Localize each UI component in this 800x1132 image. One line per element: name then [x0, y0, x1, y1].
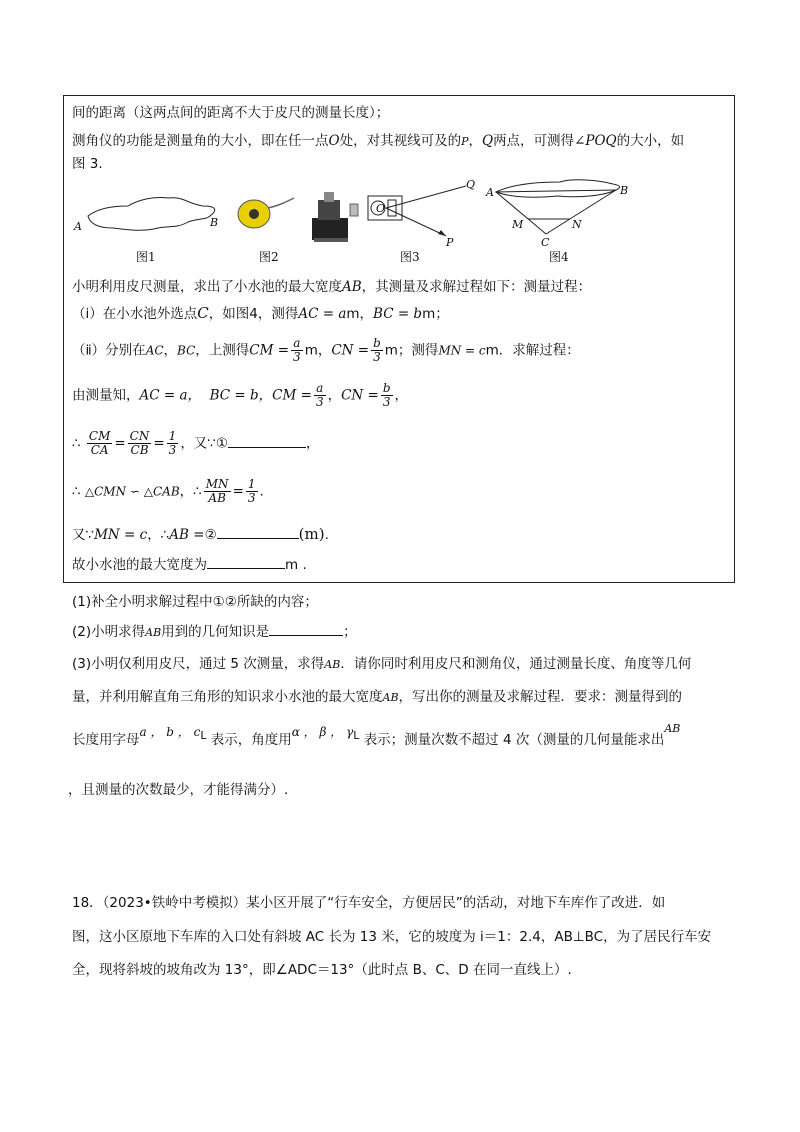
equation: AC = a， — [139, 387, 202, 404]
angle-instrument-image — [312, 192, 358, 242]
label-n: N — [572, 218, 582, 231]
text-line: 图 3. — [72, 156, 103, 172]
text-line — [72, 302, 449, 322]
fraction: $\frac{b}{3}$ — [373, 336, 381, 364]
label-o: O — [376, 202, 386, 215]
text: 测角仪的功能是测量角的大小，即在任一点 — [72, 133, 329, 149]
text: . — [324, 527, 329, 543]
angles: α ， β ， γ — [291, 725, 354, 739]
caption-fig3: 图3 — [400, 250, 420, 264]
equation: BC = b — [373, 306, 423, 322]
text-line — [72, 382, 408, 409]
equation: CN = — [331, 342, 370, 359]
label-p: P — [446, 236, 454, 249]
text-line — [72, 129, 684, 149]
var: AB — [382, 691, 399, 704]
equation: MN = c — [94, 527, 148, 543]
text: 表示；测量次数不超过 4 次（测量的几何量能求出 — [363, 732, 665, 748]
text: 又∵ — [72, 527, 95, 543]
question-3-line4: ，且测量的次数最少，才能得满分）. — [68, 782, 289, 798]
label-m: M — [512, 218, 524, 231]
fraction: $\frac{a}{3}$ — [293, 336, 301, 364]
angle: ∠POQ — [574, 133, 617, 149]
text: ， — [327, 387, 342, 404]
text: 长度用字母 — [72, 732, 140, 748]
var: C — [197, 304, 209, 322]
equation: CN = — [341, 387, 379, 404]
question-18-line2: 图，这小区原地下车库的入口处有斜坡 AC 长为 13 米，它的坡度为 i＝1：2.4，AB⊥BC，为了居民行车安 — [72, 929, 712, 945]
fraction: $\frac{CN}{CB}$ — [129, 429, 150, 457]
equation: CM = — [272, 387, 312, 404]
text: (2)小明求得 — [72, 624, 146, 640]
text: 由测量知， — [72, 387, 140, 404]
fraction: $\frac{MN}{AB}$ — [205, 477, 229, 505]
fraction: $\frac{CM}{CA}$ — [88, 429, 111, 457]
text-line: 间的距离（这两点间的距离不大于皮尺的测量长度）； — [72, 105, 390, 121]
vars: a ， b ， c — [139, 725, 201, 739]
text: ， — [306, 435, 320, 452]
label-b4: B — [620, 184, 629, 197]
var: O — [328, 133, 340, 149]
question-18-line3: 全，现将斜坡的坡角改为 13°，即∠ADC＝13°（此时点 B、C、D 在同一直线上）. — [72, 962, 572, 978]
text: . — [259, 483, 264, 500]
text: （ⅱ）分别在 — [72, 342, 146, 359]
text-line — [72, 553, 307, 573]
label-q: Q — [466, 178, 476, 191]
text: ， — [163, 342, 178, 359]
blank-3[interactable] — [207, 556, 285, 569]
caption-fig1: 图1 — [136, 250, 156, 264]
text: 故小水池的最大宽度为 — [72, 557, 207, 573]
text: ，写出你的测量及求解过程．要求：测量得到的 — [398, 689, 683, 705]
text: （ⅰ）在小水池外选点 — [72, 306, 198, 322]
var: AB — [145, 626, 162, 639]
similarity: △CMN ∽ △CAB — [84, 484, 180, 499]
fraction: $\frac{1}{3}$ — [168, 429, 177, 457]
text: m . — [285, 557, 307, 573]
text: ∴ — [72, 435, 81, 452]
text: 量，并利用解直角三角形的知识求小水池的最大宽度 — [72, 689, 383, 705]
text: 表示，角度用 — [210, 732, 292, 748]
tape-measure-image — [238, 198, 294, 228]
text: m；测得 — [384, 342, 439, 359]
label-a4: A — [486, 186, 494, 199]
var: AB — [664, 722, 681, 735]
text: 用到的几何知识是 — [161, 624, 270, 640]
fraction: $\frac{b}{3}$ — [382, 381, 391, 409]
caption-fig4: 图4 — [549, 250, 569, 264]
label-a: A — [74, 220, 82, 233]
text-line — [72, 337, 580, 364]
question-3-line1 — [72, 652, 691, 672]
var: AB — [324, 658, 341, 671]
text-line — [72, 430, 320, 457]
text: ② — [204, 527, 217, 543]
text-line — [72, 275, 591, 295]
text: = — [232, 483, 244, 500]
text: ， — [468, 133, 482, 149]
text: 的大小，如 — [616, 133, 685, 149]
var: P — [461, 135, 469, 148]
equation: BC = b， — [209, 387, 273, 404]
equation: AB = — [169, 527, 205, 543]
question-1: (1)补全小明求解过程中①②所缺的内容； — [72, 594, 318, 610]
blank-q2[interactable] — [269, 623, 343, 636]
equation: AC = a — [298, 306, 347, 322]
text: 处，对其视线可及的 — [339, 133, 462, 149]
text: m．求解过程： — [485, 342, 580, 359]
label-b: B — [210, 216, 219, 229]
fraction: $\frac{1}{3}$ — [247, 477, 256, 505]
text: ，∴ — [147, 527, 170, 543]
var: BC — [177, 343, 196, 358]
var: AC — [145, 343, 164, 358]
text: ，上测得 — [195, 342, 250, 359]
blank-1[interactable] — [228, 435, 306, 448]
text-line — [72, 523, 329, 543]
text: 两点，可测得 — [493, 133, 575, 149]
equation: CM = — [249, 342, 290, 359]
fraction: $\frac{a}{3}$ — [315, 381, 324, 409]
text: L — [353, 729, 360, 742]
text: = — [153, 435, 165, 452]
var: AB — [342, 279, 362, 295]
caption-fig2: 图2 — [259, 250, 279, 264]
blank-2[interactable] — [217, 526, 299, 539]
text: ，其测量及求解过程如下：测量过程： — [361, 279, 592, 295]
text: m， — [346, 306, 374, 322]
pond-outline-fig1 — [88, 197, 215, 230]
text: m； — [422, 306, 449, 322]
text: ，∴ — [179, 483, 202, 500]
text: ，又∵① — [180, 435, 229, 452]
equation: MN = c — [438, 343, 486, 358]
text: m， — [304, 342, 332, 359]
text: ， — [394, 387, 409, 404]
text: ．请你同时利用皮尺和测角仪，通过测量长度、角度等几何 — [340, 656, 692, 672]
unit: (m) — [298, 525, 325, 543]
text: ∴ — [72, 483, 81, 500]
question-3-line3 — [72, 722, 681, 748]
text-line — [72, 478, 264, 505]
text: = — [114, 435, 126, 452]
figures-svg — [68, 178, 728, 253]
question-3-line2 — [72, 685, 682, 705]
text: L — [200, 729, 207, 742]
text: 小明利用皮尺测量，求出了小水池的最大宽度 — [72, 279, 342, 295]
question-18-line1: 18．（2023•铁岭中考模拟）某小区开展了“行车安全，方便居民”的活动，对地下车库作了改进．如 — [72, 895, 666, 911]
text: ； — [343, 624, 357, 640]
var: Q — [481, 133, 494, 149]
question-2 — [72, 620, 357, 640]
text: (3)小明仅利用皮尺，通过 5 次测量，求得 — [72, 656, 325, 672]
label-c: C — [541, 236, 550, 249]
text: ，如图4，测得 — [208, 306, 299, 322]
